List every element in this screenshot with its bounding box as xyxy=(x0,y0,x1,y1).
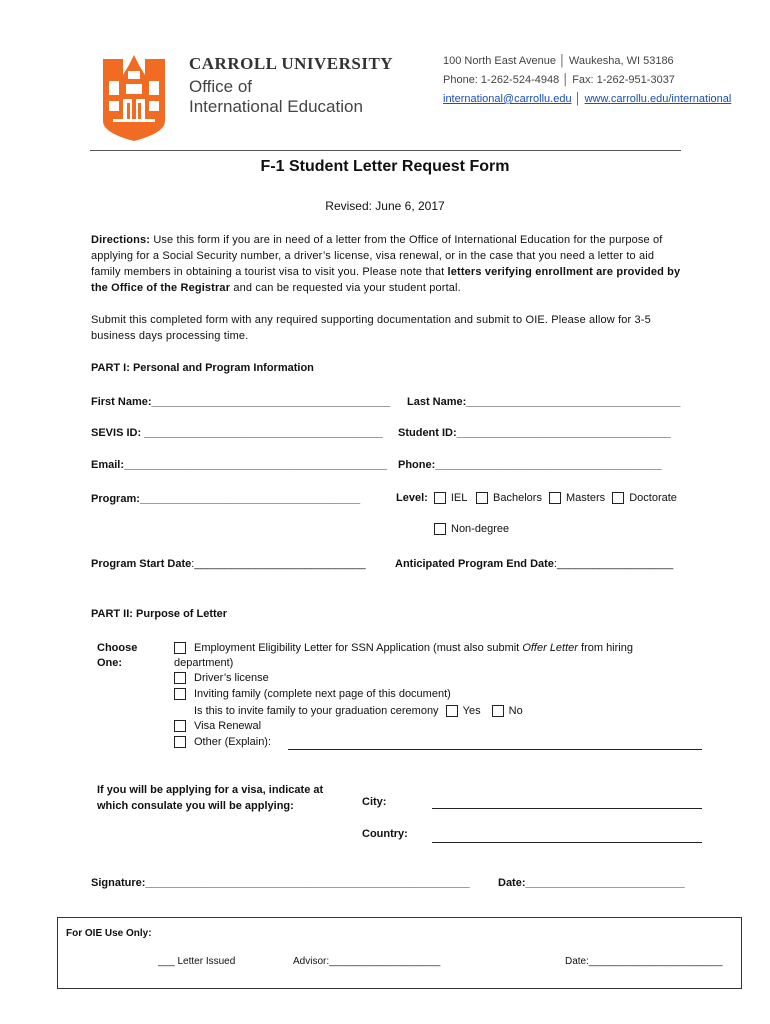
ssn-label-a: Employment Eligibility Letter for SSN Application (must also submit xyxy=(194,642,523,654)
option-driver[interactable] xyxy=(174,672,269,684)
ssn-checkbox[interactable] xyxy=(174,642,186,654)
other-explain-line[interactable] xyxy=(288,749,702,750)
ssn-label-c: department) xyxy=(174,657,234,669)
country-label: Country: xyxy=(362,828,408,840)
website-link[interactable]: www.carrollu.edu/international xyxy=(584,93,732,105)
program-end-field[interactable] xyxy=(395,558,673,570)
level-option-bachelors[interactable] xyxy=(476,492,542,504)
part1-title: PART I: Personal and Program Information xyxy=(91,362,314,374)
graduation-no-label: No xyxy=(508,705,523,717)
directions-label: Directions: xyxy=(91,234,151,246)
office-date-field: Date:________________________ xyxy=(565,956,723,967)
level-doctorate-checkbox[interactable] xyxy=(612,492,624,504)
visa-renewal-label: Visa Renewal xyxy=(194,720,262,732)
level-option-iel[interactable] xyxy=(434,492,467,504)
other-label: Other (Explain): xyxy=(194,736,272,748)
directions-paragraph xyxy=(91,232,681,296)
driver-label: Driver’s license xyxy=(194,672,269,684)
visa-question-2: which consulate you will be applying: xyxy=(97,800,294,812)
level-doctorate-label: Doctorate xyxy=(629,492,677,504)
link-separator: │ xyxy=(571,93,585,105)
directions-text-2: and can be requested via your student portal. xyxy=(230,282,461,294)
level-masters-label: Masters xyxy=(566,492,606,504)
choose-label-1: Choose xyxy=(97,642,138,654)
program-start-label: Program Start Date xyxy=(91,558,192,570)
choose-label-2: One: xyxy=(97,657,123,669)
option-ssn[interactable] xyxy=(174,642,633,654)
visa-renewal-checkbox[interactable] xyxy=(174,720,186,732)
level-option-doctorate[interactable] xyxy=(612,492,677,504)
graduation-yes-checkbox[interactable] xyxy=(446,705,458,717)
program-start-line: :____________________________ xyxy=(191,558,366,570)
phone-fax: Phone: 1-262-524-4948 │ Fax: 1-262-951-3037 xyxy=(443,74,675,86)
part2-title: PART II: Purpose of Letter xyxy=(91,608,228,620)
level-non-degree-checkbox[interactable] xyxy=(434,523,446,535)
family-checkbox[interactable] xyxy=(174,688,186,700)
signature-field[interactable]: Signature:_____________________________________________________ xyxy=(91,877,470,889)
program-start-field[interactable] xyxy=(91,558,366,570)
student-id-field[interactable]: Student ID:___________________________________ xyxy=(398,427,671,439)
address: 100 North East Avenue │ Waukesha, WI 53186 xyxy=(443,55,674,67)
program-field[interactable]: Program:____________________________________ xyxy=(91,493,361,505)
revised-date: Revised: June 6, 2017 xyxy=(325,199,445,213)
carroll-university-logo xyxy=(99,51,169,141)
level-iel-label: IEL xyxy=(450,492,467,504)
last-name-field[interactable]: Last Name:___________________________________ xyxy=(407,396,681,408)
country-line[interactable] xyxy=(432,842,702,843)
form-title: F-1 Student Letter Request Form xyxy=(260,158,510,175)
level-non-degree-label: Non-degree xyxy=(451,523,510,535)
submit-paragraph: Submit this completed form with any required supporting documentation and submit to OIE. Please allow for 3-5 business days processing time. xyxy=(91,314,651,342)
program-end-label: Anticipated Program End Date xyxy=(395,558,554,570)
email-link[interactable]: international@carrollu.edu xyxy=(443,93,572,105)
level-options xyxy=(396,492,677,504)
sevis-id-field[interactable]: SEVIS ID: _______________________________________ xyxy=(91,427,383,439)
option-other[interactable] xyxy=(174,736,271,748)
contact-links xyxy=(443,93,731,105)
email-field[interactable]: Email:___________________________________________ xyxy=(91,459,388,471)
level-option-masters[interactable] xyxy=(549,492,605,504)
program-end-line: :___________________ xyxy=(553,558,674,570)
graduation-question-text: Is this to invite family to your graduation ceremony xyxy=(194,705,439,717)
first-name-field[interactable]: First Name:_______________________________________ xyxy=(91,396,391,408)
advisor-field: Advisor:____________________ xyxy=(293,956,441,967)
level-option-non-degree[interactable] xyxy=(434,523,509,535)
visa-question-1: If you will be applying for a visa, indicate at xyxy=(97,784,324,796)
driver-checkbox[interactable] xyxy=(174,672,186,684)
office-use-title: For OIE Use Only: xyxy=(66,928,152,939)
university-name: CARROLL UNIVERSITY xyxy=(189,54,394,73)
letter-issued: ___ Letter Issued xyxy=(158,956,236,967)
directions-bold: letters verifying enrollment are provided by the Office of the Registrar xyxy=(91,266,681,294)
ssn-label-b: from hiring xyxy=(577,642,633,654)
option-visa-renewal[interactable] xyxy=(174,720,261,732)
ssn-label-italic: Offer Letter xyxy=(522,642,578,654)
level-masters-checkbox[interactable] xyxy=(549,492,561,504)
level-bachelors-label: Bachelors xyxy=(493,492,542,504)
date-field[interactable]: Date:__________________________ xyxy=(498,877,685,889)
department-line-1: Office of xyxy=(189,77,252,96)
city-label: City: xyxy=(362,796,387,808)
graduation-yes-label: Yes xyxy=(462,705,481,717)
office-use-box xyxy=(57,917,742,989)
level-bachelors-checkbox[interactable] xyxy=(476,492,488,504)
city-line[interactable] xyxy=(432,808,702,809)
level-label: Level: xyxy=(396,492,428,504)
family-label: Inviting family (complete next page of this document) xyxy=(194,688,451,700)
department-line-2: International Education xyxy=(189,97,363,116)
directions-text-1: Use this form if you are in need of a letter from the Office of International Education for the purpose of applying for a Social Security number, a driver’s license, visa renewal, or in the case that you need a letter to aid family members in obtaining a tourist visa to visit you. Please note that xyxy=(91,234,663,278)
level-iel-checkbox[interactable] xyxy=(434,492,446,504)
other-checkbox[interactable] xyxy=(174,736,186,748)
phone-field[interactable]: Phone:_____________________________________ xyxy=(398,459,662,471)
graduation-question xyxy=(194,705,523,717)
option-family[interactable] xyxy=(174,688,451,700)
graduation-no-checkbox[interactable] xyxy=(492,705,504,717)
header-divider xyxy=(90,150,681,151)
